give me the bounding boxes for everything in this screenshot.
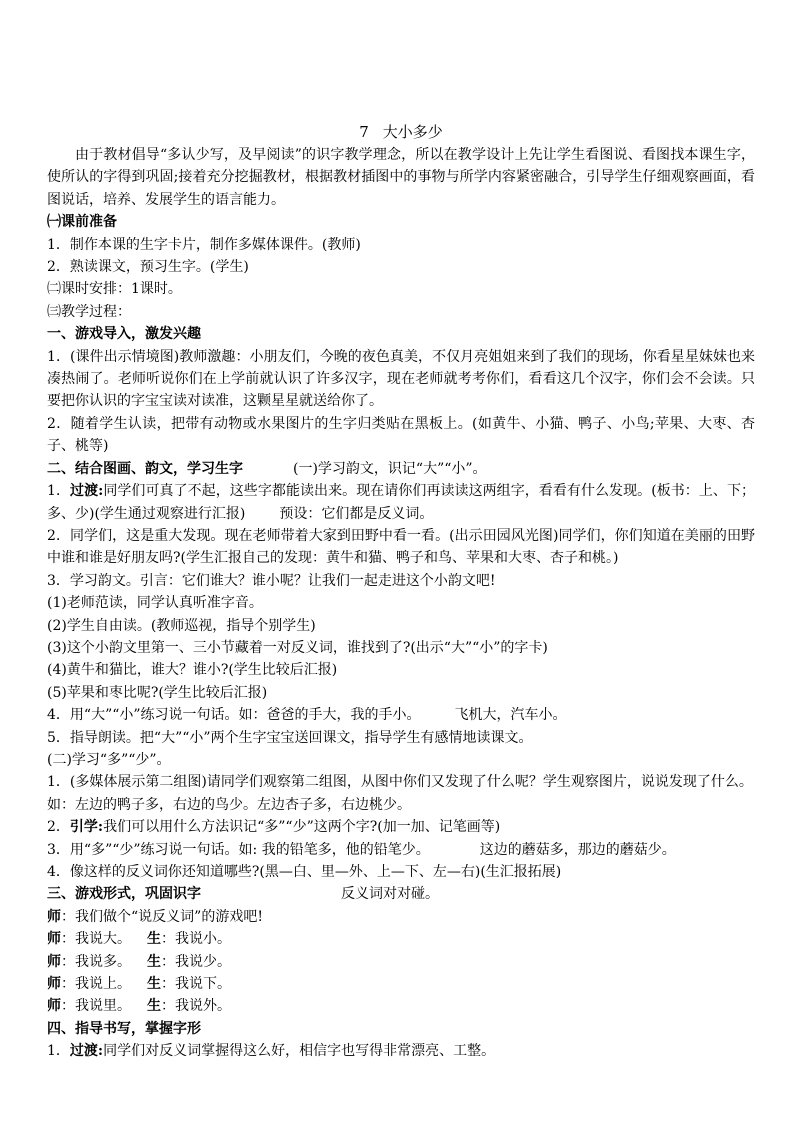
part3-heading: 三、游戏形式，巩固识字 [47,886,201,903]
part2-p4-text: 4．用“大”“小”练习说一句话。如：爸爸的手大，我的手小。 [47,707,421,724]
part1-heading: 一、游戏导入，激发兴趣 [47,326,201,343]
student-line: ：我说外。 [161,998,231,1015]
dialog-row [47,951,755,973]
part3-intro-text: ：我们做个“说反义词”的游戏吧! [61,908,263,925]
part2-p1-tail: 预设：它们都是反义词。 [279,505,434,522]
part2-p1-text: 同学们可真了不起，这些字都能读出来。现在请你们再读读这两组字，看看有什么发现。(板书：上、下；多、少)(学生通过观察进行汇报) [47,483,755,522]
document-page [47,120,755,1063]
part2-q4: 4．像这样的反义词你还知道哪些?(黑—白、里—外、上—下、左—右)(生汇报拓展) [47,864,562,880]
part2-p4-tail: 飞机大，汽车小。 [454,707,567,724]
teacher-line: ：我说里。 [61,998,131,1015]
teacher-line: ：我说上。 [61,976,131,993]
teacher-label: 师 [47,931,61,948]
part2-paragraph-5: 5．指导朗读。把“大”“小”两个生字宝宝送回课文，指导学生有感情地读课文。 [47,729,533,746]
part4-p1-text: 同学们对反义词掌握得这么好，相信字也写得非常漂亮、工整。 [103,1043,496,1060]
part2-sub2: (二)学习“多”“少”。 [47,751,171,768]
student-label: 生 [147,931,161,948]
part2-q2: 2．引学:我们可以用什么方法识记“多”“少”这两个字?(加一加、记笔画等) [47,819,501,836]
part2-paragraph-4 [47,704,755,726]
lesson-title-text: 大小多少 [382,123,443,141]
part2-q1: 1．(多媒体展示第二组图)请同学们观察第二组图，从图中你们又发现了什么呢？学生观察图片，说说发现了什么。 [47,774,753,791]
transition-label: 过渡: [69,1043,104,1060]
part3-heading-tail: 反义词对对碰。 [341,886,439,903]
part2-q1-example: 如：左边的鸭子多，右边的鸟少。左边杏子多，右边桃少。 [47,796,411,813]
part3-intro [47,906,755,928]
part2-step-5: (5)苹果和枣比呢?(学生比较后汇报) [47,684,268,701]
teacher-label: 师 [47,908,61,925]
dialog-row [47,928,755,950]
part2-q3 [47,839,755,861]
prep-item-1: 1．制作本课的生字卡片，制作多媒体课件。(教师) [47,236,361,253]
teacher-label: 师 [47,998,61,1015]
dialog-row [47,995,755,1017]
section-prep-heading: ㈠课前准备 [47,214,117,231]
part2-heading: 二、结合图画、韵文，学习生字 [47,460,243,477]
student-label: 生 [147,998,161,1015]
lesson-number: 7 [359,123,369,141]
guide-label: 引学: [69,819,104,836]
part2-q3-text: 3．用“多”“少”练习说一句话。如: 我的铅笔多，他的铅笔少。 [47,841,430,858]
part2-step-3: (3)这个小韵文里第一、三小节藏着一对反义词，谁找到了?(出示“大”“小”的字卡) [47,639,548,656]
teacher-line: ：我说大。 [61,931,131,948]
part2-sub1: (一)学习韵文，识记“大”“小”。 [293,460,487,477]
teacher-label: 师 [47,953,61,970]
part1-paragraph-2: 2．随着学生认读，把带有动物或水果图片的生字归类贴在黑板上。(如黄牛、小猫、鸭子、小鸟;苹果、大枣、杏子、桃等) [47,415,755,455]
schedule-line: ㈡课时安排：1课时。 [47,281,182,298]
student-line: ：我说小。 [161,931,231,948]
prep-item-2: 2．熟读课文，预习生字。(学生) [47,259,249,276]
part2-step-4: (4)黄牛和猫比，谁大？谁小?(学生比较后汇报) [47,662,338,679]
part2-step-1: (1)老师范读，同学认真听准字音。 [47,595,263,612]
dialog-row [47,973,755,995]
process-heading: ㈢教学过程： [47,303,131,320]
part1-paragraph-1: 1．(课件出示情境图)教师激趣：小朋友们，今晚的夜色真美，不仅月亮姐姐来到了我们的现场，你看星星妹妹也来凑热闹了。老师听说你们在上学前就认识了许多汉字，现在老师就考考你们，看看这几个汉字，你们会不会读。只要把你认识的字宝宝读对读准，这颗星星就送给你了。 [47,348,755,410]
student-label: 生 [147,953,161,970]
student-label: 生 [147,976,161,993]
part2-paragraph-1: 1．过渡:同学们可真了不起，这些字都能读出来。现在请你们再读读这两组字，看看有什么发现。(板书：上、下；多、少)(学生通过观察进行汇报) 预设：它们都是反义词。 [47,483,755,522]
part2-q3-tail: 这边的蘑菇多，那边的蘑菇少。 [479,841,676,858]
student-line: ：我说少。 [161,953,231,970]
intro-paragraph: 由于教材倡导“多认少写，及早阅读”的识字教学理念，所以在教学设计上先让学生看图说、看图找本课生字，使所认的字得到巩固;接着充分挖掘教材，根据教材插图中的事物与所学内容紧密融合，引导学生仔细观察画面，看图说话，培养、发展学生的语言能力。 [47,147,755,208]
teacher-label: 师 [47,976,61,993]
part2-heading-line [47,458,755,480]
part2-paragraph-3: 3．学习韵文。引言：它们谁大？谁小呢？让我们一起走进这个小韵文吧! [47,572,496,589]
lesson-title [47,120,755,144]
part2-q2-text: 我们可以用什么方法识记“多”“少”这两个字?(加一加、记笔画等) [103,819,501,836]
transition-label: 过渡: [70,483,104,500]
part4-paragraph-1: 1．过渡:同学们对反义词掌握得这么好，相信字也写得非常漂亮、工整。 [47,1043,496,1060]
part3-heading-line [47,883,755,905]
part4-heading: 四、指导书写，掌握字形 [47,1020,201,1037]
student-line: ：我说下。 [161,976,231,993]
part2-step-2: (2)学生自由读。(教师巡视，指导个别学生) [47,617,316,634]
teacher-line: ：我说多。 [61,953,131,970]
part2-paragraph-2: 2．同学们，这是重大发现。现在老师带着大家到田野中看一看。(出示田园风光图)同学们，你们知道在美丽的田野中谁和谁是好朋友吗?(学生汇报自己的发现：黄牛和猫、鸭子和鸟、苹果和大枣、杏子和桃。) [47,527,755,567]
